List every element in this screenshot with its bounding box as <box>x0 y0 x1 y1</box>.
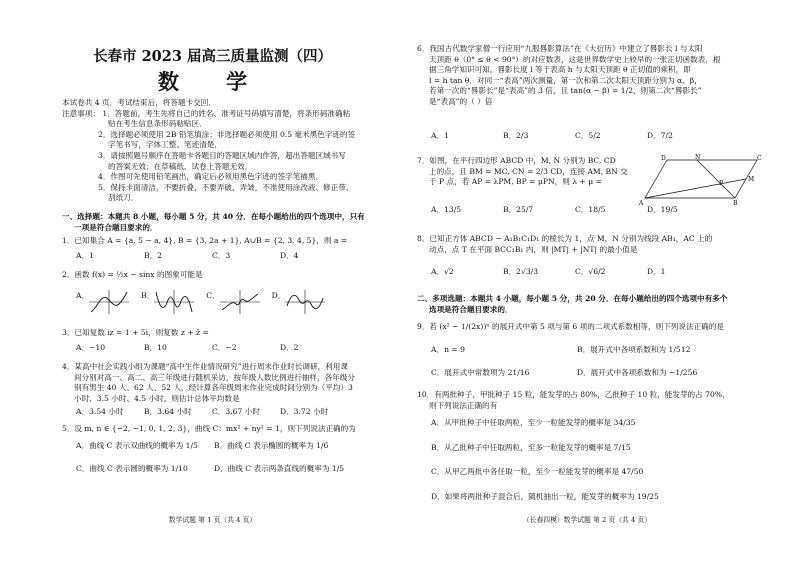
section-heading-line: 一项是符合题目要求的． <box>74 222 158 232</box>
question-7 <box>417 156 628 188</box>
instruction-line: 的答案无效；在草稿纸、试卷上答题无效． <box>108 161 253 171</box>
q5-options <box>76 440 344 474</box>
instruction-line: 本试卷共 4 页．考试结束后，将答题卡交回． <box>62 98 216 107</box>
option-a[interactable]: A．13/5 <box>431 205 462 214</box>
page-footer: （长春四模）数学试题 第 2 页（共 4 页） <box>522 516 652 524</box>
q1-options <box>76 250 299 261</box>
option-d[interactable]: D．7/2 <box>647 131 673 140</box>
q9-options <box>431 344 697 378</box>
question-line: l = h tan θ．对同一“表高”两次测量，第一次和第二次太阳天顶距分别为 α、β， <box>429 75 702 85</box>
label-c: C <box>757 155 762 162</box>
instruction-line: 3．请按照题号顺序在答题卡各题目的答题区域内作答，超出答题区域书写 <box>98 150 346 160</box>
instruction-line: 字笔书写，字体工整、笔迹清楚． <box>108 140 222 150</box>
option-c[interactable]: C．3.67 小时 <box>212 407 260 416</box>
question-line: 10．有两批种子，甲批种子 15 粒，能发芽的占 80%，乙批种子 10 粒，能发芽的占 70%， <box>417 390 730 399</box>
question-line: 是“表高”的（ ）倍 <box>429 96 493 106</box>
section-heading-line: 一、选择题：本题共 8 小题，每小题 5 分，共 40 分．在每小题给出的四个选项中，只有 <box>62 212 365 221</box>
question-1: 1．已知集合 A = {a, 5 − a, 4}, B = {3, 2a + 1}, A∪B = {2, 3, 4, 5}，则 a = <box>62 236 348 245</box>
option-a[interactable]: A． <box>76 291 90 300</box>
option-c[interactable]: C．√6/2 <box>575 267 606 276</box>
question-line: 别有男生 40 人、62 人、52 人，经计算各年级周末作业完成时间分别为（平均）3 <box>74 383 353 393</box>
label-p: P <box>719 180 724 187</box>
instruction-line: 注意事项： 1．答题前，考生先将自己的姓名、准考证号码填写清楚，将条形码准确粘 <box>62 108 351 118</box>
instruction-line: 2．选择题必须使用 2B 铅笔填涂；非选择题必须使用 0.5 毫米黑色字迹的签 <box>98 129 356 139</box>
graph-b-icon <box>154 290 194 314</box>
question-4 <box>62 362 355 404</box>
option-c[interactable]: C．−2 <box>212 343 237 352</box>
page-footer: 数学试题 第 1 页（共 4 页） <box>168 516 257 524</box>
option-c[interactable]: C．18/5 <box>575 205 606 214</box>
question-line: 动点，点 T 在平面 BCC₁B₁ 内，则 |MT| + |NT| 的最小值是 <box>429 244 638 254</box>
instruction-line: 4．作图可先使用铅笔画出，确定后必须用黑色字迹的签字笔描黑． <box>98 172 324 182</box>
section-two-heading <box>417 294 727 315</box>
q10-options <box>431 418 659 502</box>
graph-a-icon <box>89 290 129 314</box>
option-c[interactable]: C．曲线 C 表示圆的概率为 1/10 <box>76 464 188 473</box>
question-line: 4．某高中社会实践小组为课题“高中生作业情况研究”进行周末作业时长调研，利用课 <box>62 362 348 371</box>
option-c[interactable]: C．从甲乙两批中各任取一粒，至少一粒能发芽的概率是 47/50 <box>431 467 644 477</box>
q8-options <box>431 266 666 277</box>
option-b[interactable]: B．曲线 C 表示椭圆的概率为 1/6 <box>214 441 329 450</box>
option-b[interactable]: B．2√3/3 <box>503 267 539 276</box>
question-9: 9．若 (x² − 1/(2x))ⁿ 的展开式中第 5 项与第 6 项的二项式系数相等，则下列说法正确的是 <box>417 322 724 331</box>
subject-title: 数 学 <box>157 69 268 94</box>
section-heading-line: 二、多项选题：本题共 4 小题，每小题 5 分，共 20 分．在每小题给出的四个选项中有多个 <box>417 294 728 303</box>
graph-d-icon <box>285 290 325 314</box>
option-d[interactable]: D．2 <box>280 343 299 352</box>
option-a[interactable]: A．1 <box>76 251 94 260</box>
q6-options <box>431 130 673 141</box>
label-b: B <box>733 200 738 206</box>
option-a[interactable]: A．√2 <box>431 267 454 276</box>
question-line: 天顶距 θ（0° ≤ θ < 90°）的对应数表，这是世界数学史上较早的一张正切函数表．根 <box>429 54 721 64</box>
instruction-line: 刮纸刀． <box>108 193 139 203</box>
question-line: 若第一次的“晷影长”是“表高”的 3 倍，且 tan(α − β) = 1/2，则第二次“晷影长” <box>429 86 702 96</box>
instructions <box>62 98 355 204</box>
question-2: 2．函数 f(x) = ½x − sinx 的图象可能是 <box>62 270 203 279</box>
option-b[interactable]: B．25/7 <box>503 205 534 214</box>
option-d[interactable]: D． <box>271 291 286 300</box>
question-10 <box>417 390 730 411</box>
question-line: 则下列说法正确的有 <box>429 400 498 410</box>
option-b[interactable]: B．展开式中各项系数和为 1/512 <box>577 345 691 354</box>
option-c[interactable]: C．3 <box>212 251 231 260</box>
option-a[interactable]: A．从甲批种子中任取两粒，至少一粒能发芽的概率是 34/35 <box>431 418 636 427</box>
question-line: 7．如图，在平行四边形 ABCD 中，M, N 分别为 BC, CD <box>417 156 616 165</box>
label-d: D <box>661 155 666 162</box>
option-a[interactable]: A．曲线 C 表示双曲线的概率为 1/5 <box>76 441 198 450</box>
parallelogram-figure <box>639 154 763 206</box>
option-d[interactable]: D．曲线 C 表示两条直线的概率为 1/5 <box>214 464 345 473</box>
q2-options <box>76 290 337 314</box>
question-8 <box>417 234 712 255</box>
option-a[interactable]: A．−10 <box>76 343 106 352</box>
question-line: 小时、3.5 小时、4.5 小时，则估计总体平均数是 <box>74 393 240 403</box>
option-c[interactable]: C．展开式中常数项为 21/16 <box>431 368 530 377</box>
option-a[interactable]: A．3.54 小时 <box>76 407 124 416</box>
right-page <box>397 0 794 561</box>
label-m: M <box>748 176 755 183</box>
option-d[interactable]: D．3.72 小时 <box>280 407 329 416</box>
question-line: 6．我国古代数学家僧一行应用“九服晷影算法”在《大衍历》中建立了晷影长 l 与太阳 <box>417 44 703 53</box>
option-b[interactable]: B．从乙批种子中任取两粒，至多一粒能发芽的概率是 7/15 <box>431 442 631 452</box>
label-a: A <box>639 200 644 206</box>
exam-title: 长春市 2023 届高三质量监测（四） <box>93 48 332 65</box>
graph-c-icon <box>220 290 260 314</box>
option-b[interactable]: B． <box>141 291 155 300</box>
option-c[interactable]: C．5/2 <box>575 131 601 140</box>
question-line: 据三角学知识可知，晷影长度 l 等于表高 h 与太阳天顶距 θ 正切值的乘积，即 <box>429 65 691 75</box>
question-line: 上的点，且 BM = MC, CN = 2/3 CD，连接 AM, BN 交 <box>429 166 628 176</box>
instruction-line: 5．保持卡面清洁，不要折叠，不要弄破、弄皱，不准使用涂改液、修正带、 <box>98 182 354 192</box>
option-d[interactable]: D．如果将两批种子混合后，随机抽出一粒，能发芽的概率为 19/25 <box>431 491 659 501</box>
question-line: 8．已知正方体 ABCD − A₁B₁C₁D₁ 的棱长为 1，点 M，N 分别为线段 AB₁，AC 上的 <box>417 234 713 243</box>
option-b[interactable]: B．2/3 <box>503 131 529 140</box>
section-heading-line: 选项是符合题目要求的． <box>429 304 513 314</box>
question-3: 3．已知复数 iz = 1 + 5i，则复数 z + z̄ = <box>62 328 209 337</box>
option-a[interactable]: A．n = 9 <box>431 345 465 354</box>
option-d[interactable]: D．1 <box>647 267 666 276</box>
question-line: 间分别对高一、高二、高三年级进行随机采访，按年级人数比例进行抽样，各年级分 <box>74 372 355 382</box>
option-b[interactable]: B．3.64 小时 <box>144 407 192 416</box>
instruction-line: 贴在考生信息条形码粘贴区． <box>108 119 207 129</box>
q4-options <box>76 406 328 417</box>
question-5: 5．设 m, n ∈ {−2, −1, 0, 1, 2, 3}，曲线 C：mx² + ny² = 1，则下列说法正确的为 <box>62 424 356 433</box>
label-n: N <box>695 154 701 161</box>
option-d[interactable]: D．展开式中各项系数和为 −1/256 <box>577 368 698 377</box>
section-one-heading <box>62 212 365 233</box>
option-b[interactable]: B．2 <box>144 251 163 260</box>
q7-options <box>431 204 678 215</box>
question-line: 于 P 点，若 AP = λPM, BP = μPN，则 λ + μ = <box>429 177 602 187</box>
question-6 <box>417 44 720 108</box>
option-b[interactable]: B．10 <box>144 343 167 352</box>
option-d[interactable]: D．19/5 <box>647 205 678 214</box>
option-c[interactable]: C． <box>206 291 220 300</box>
option-a[interactable]: A．1 <box>431 131 449 140</box>
q3-options <box>76 342 299 353</box>
option-d[interactable]: D．4 <box>280 251 299 260</box>
